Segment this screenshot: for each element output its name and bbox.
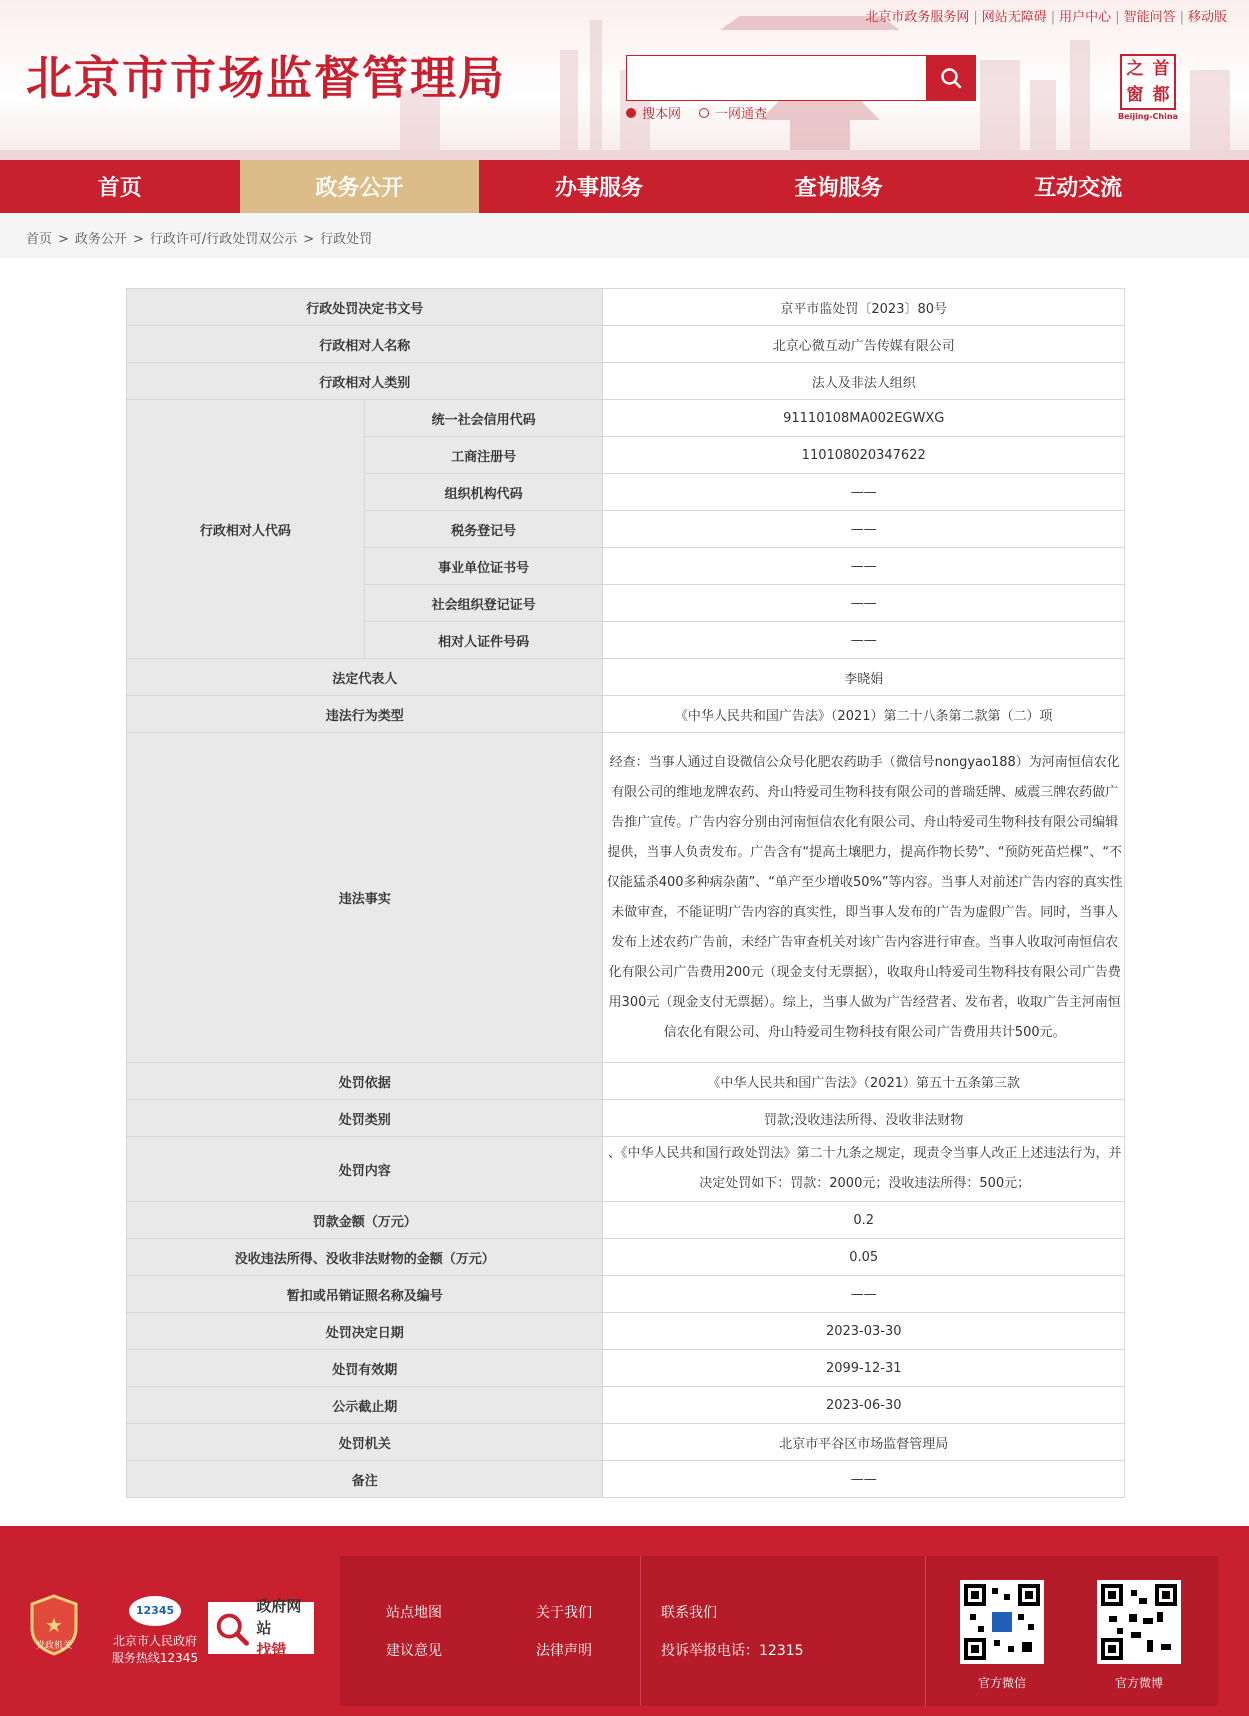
hotline-badge: 12345 [129,1596,181,1626]
row-label: 备注 [127,1461,603,1498]
row-label: 行政相对人名称 [127,326,603,363]
capital-window-logo[interactable] [1116,54,1180,128]
row-label: 统一社会信用代码 [364,400,603,437]
table-row [127,696,1125,733]
footer-link-suggest[interactable]: 建议意见 [386,1643,442,1659]
row-value: 罚款;没收违法所得、没收非法财物 [603,1100,1125,1137]
find-error-button[interactable] [206,1597,316,1659]
hotline-text: 北京市人民政府服务热线12345 [111,1634,199,1665]
row-label: 处罚有效期 [127,1350,603,1387]
link-mobile[interactable]: 移动版 [1187,10,1227,25]
qr-code-icon [964,1584,1040,1660]
row-label: 法定代表人 [127,659,603,696]
magnifier-icon [212,1608,250,1648]
table-row [127,1100,1125,1137]
table-row [127,1137,1125,1202]
row-label: 处罚决定日期 [127,1313,603,1350]
badge-char: 窗 [1126,85,1144,105]
badge-char: 首 [1152,59,1170,79]
svg-text:★: ★ [45,1613,63,1637]
table-row [127,1461,1125,1498]
link-gov-service[interactable]: 北京市政务服务网 [865,10,970,25]
hotline-12345[interactable] [110,1596,200,1666]
table-row [127,1313,1125,1350]
qr-wechat [960,1580,1044,1664]
table-row [127,1063,1125,1100]
badge-char: 都 [1152,85,1170,105]
table-row [127,1387,1125,1424]
find-error-line2: 找错 [256,1641,287,1659]
emblem-text: 党政机关 [35,1641,73,1651]
row-label: 暂扣或吊销证照名称及编号 [127,1276,603,1313]
row-value: 《中华人民共和国广告法》（2021）第五十五条第三款 [603,1063,1125,1100]
qr-weibo-label: 官方微博 [1114,1676,1163,1690]
table-row [127,400,1125,437]
row-value: 91110108MA002EGWXG [603,400,1125,437]
table-row [127,1424,1125,1461]
nav-interaction[interactable]: 互动交流 [1034,176,1123,201]
row-label: 处罚依据 [127,1063,603,1100]
site-header [0,0,1249,160]
link-accessibility[interactable]: 网站无障碍 [981,10,1047,25]
site-title: 北京市市场监督管理局 [26,51,506,105]
nav-services[interactable]: 办事服务 [554,176,643,201]
breadcrumb-current: 行政处罚 [320,232,373,247]
nav-home[interactable]: 首页 [97,176,142,201]
footer-link-about[interactable]: 关于我们 [536,1605,592,1621]
row-value: 北京市平谷区市场监督管理局 [603,1424,1125,1461]
row-label: 行政处罚决定书文号 [127,289,603,326]
row-label: 事业单位证书号 [364,548,603,585]
row-label: 相对人证件号码 [364,622,603,659]
site-footer [0,1526,1249,1716]
table-row [127,659,1125,696]
row-label: 罚款金额（万元） [127,1202,603,1239]
row-value: —— [603,511,1125,548]
link-user-center[interactable]: 用户中心 [1059,10,1112,25]
search-button[interactable] [926,55,976,101]
row-value: 110108020347622 [603,437,1125,474]
row-value: 2023-06-30 [603,1387,1125,1424]
qr-weibo [1097,1580,1181,1664]
search-input[interactable] [626,55,928,101]
radio-selected-icon [626,108,636,118]
table-row [127,1239,1125,1276]
row-value: 0.05 [603,1239,1125,1276]
table-row [127,289,1125,326]
footer-divider [925,1556,926,1706]
qr-code-icon [1101,1584,1177,1660]
badge-en: Beijing-China [1118,112,1178,121]
breadcrumb-dual[interactable]: 行政许可/行政处罚双公示 [149,232,298,247]
link-smart-qa[interactable]: 智能问答 [1123,10,1176,25]
footer-link-contact[interactable]: 联系我们 [661,1605,717,1621]
row-value: 经查：当事人通过自设微信公众号化肥农药助手（微信号nongyao188）为河南恒信农化有限公司的维地龙牌农药、舟山特爱司生物科技有限公司的普瑞廷牌、威震三牌农药做广告推广宣传。广告内容分别由河南恒信农化有限公司、舟山特爱司生物科技有限公司编辑提供，当事人负责发布。广告含有“提高土壤肥力，提高作物长势”、“预防死苗烂棵”、“不仅能猛杀400多种病杂菌”、“单产至少增收50%”等内容。当事人对前述广告内容的真实性未做审查，不能证明广告内容的真实性，即当事人发布的广告为虚假广告。同时，当事人发布上述农药广告前，未经广告审查机关对该广告内容进行审查。当事人收取河南恒信农化有限公司广告费用200元（现金支付无票据），收取舟山特爱司生物科技有限公司广告费用300元（现金支付无票据）。综上，当事人做为广告经营者、发布者，收取广告主河南恒信农化有限公司、舟山特爱司生物科技有限公司广告费用共计500元。 [603,733,1125,1063]
row-label: 处罚机关 [127,1424,603,1461]
party-code-group-label: 行政相对人代码 [127,400,365,659]
row-value: —— [603,585,1125,622]
row-value: —— [603,1276,1125,1313]
footer-links-panel [340,1556,1218,1706]
row-value: 《中华人民共和国广告法》（2021）第二十八条第二款第（二）项 [603,696,1125,733]
top-links: 北京市政务服务网 | 网站无障碍 | 用户中心 | 智能问答 | 移动版 [865,10,1227,25]
search-scope-site[interactable]: 搜本网 [626,103,681,122]
table-row [127,1202,1125,1239]
badge-char: 之 [1126,59,1144,79]
search-icon [940,67,962,89]
breadcrumb-home[interactable]: 首页 [26,232,53,247]
search-scope [626,103,767,122]
breadcrumb-gov[interactable]: 政务公开 [74,232,127,247]
party-gov-emblem[interactable] [28,1594,80,1656]
row-label: 没收违法所得、没收非法财物的金额（万元） [127,1239,603,1276]
breadcrumb: 首页 > 政务公开 > 行政许可/行政处罚双公示 > 行政处罚 [0,213,1249,258]
row-label: 处罚内容 [127,1137,603,1202]
penalty-info-table [126,288,1125,1498]
row-value: 法人及非法人组织 [603,363,1125,400]
find-error-line1: 政府网站 [256,1597,302,1637]
table-row [127,363,1125,400]
table-row [127,1276,1125,1313]
footer-divider [640,1556,641,1706]
row-label: 公示截止期 [127,1387,603,1424]
row-value: 京平市监处罚〔2023〕80号 [603,289,1125,326]
row-value: 2099-12-31 [603,1350,1125,1387]
row-value: 北京心微互动广告传媒有限公司 [603,326,1125,363]
row-label: 社会组织登记证号 [364,585,603,622]
table-row [127,733,1125,1063]
qr-wechat-label: 官方微信 [977,1676,1026,1690]
table-row [127,1350,1125,1387]
nav-query[interactable]: 查询服务 [794,176,883,201]
row-value: —— [603,474,1125,511]
nav-gov-affairs[interactable]: 政务公开 [240,160,480,213]
row-value: 李晓娟 [603,659,1125,696]
footer-link-legal[interactable]: 法律声明 [536,1643,592,1659]
row-value: 2023-03-30 [603,1313,1125,1350]
search-scope-all[interactable]: 一网通查 [699,103,767,122]
footer-link-sitemap[interactable]: 站点地图 [386,1605,442,1621]
row-value: 0.2 [603,1202,1125,1239]
table-row [127,326,1125,363]
row-label: 税务登记号 [364,511,603,548]
row-label: 违法事实 [127,733,603,1063]
row-label: 工商注册号 [364,437,603,474]
row-label: 处罚类别 [127,1100,603,1137]
footer-report-phone: 投诉举报电话：12315 [661,1643,804,1659]
row-value: —— [603,1461,1125,1498]
row-value: —— [603,622,1125,659]
row-label: 组织机构代码 [364,474,603,511]
row-value: —— [603,548,1125,585]
row-label: 违法行为类型 [127,696,603,733]
main-nav [0,160,1249,213]
row-value: 、《中华人民共和国行政处罚法》第二十九条之规定，现责令当事人改正上述违法行为，并决定处罚如下：罚款：2000元；没收违法所得：500元； [603,1137,1125,1202]
radio-empty-icon [699,108,709,118]
row-label: 行政相对人类别 [127,363,603,400]
